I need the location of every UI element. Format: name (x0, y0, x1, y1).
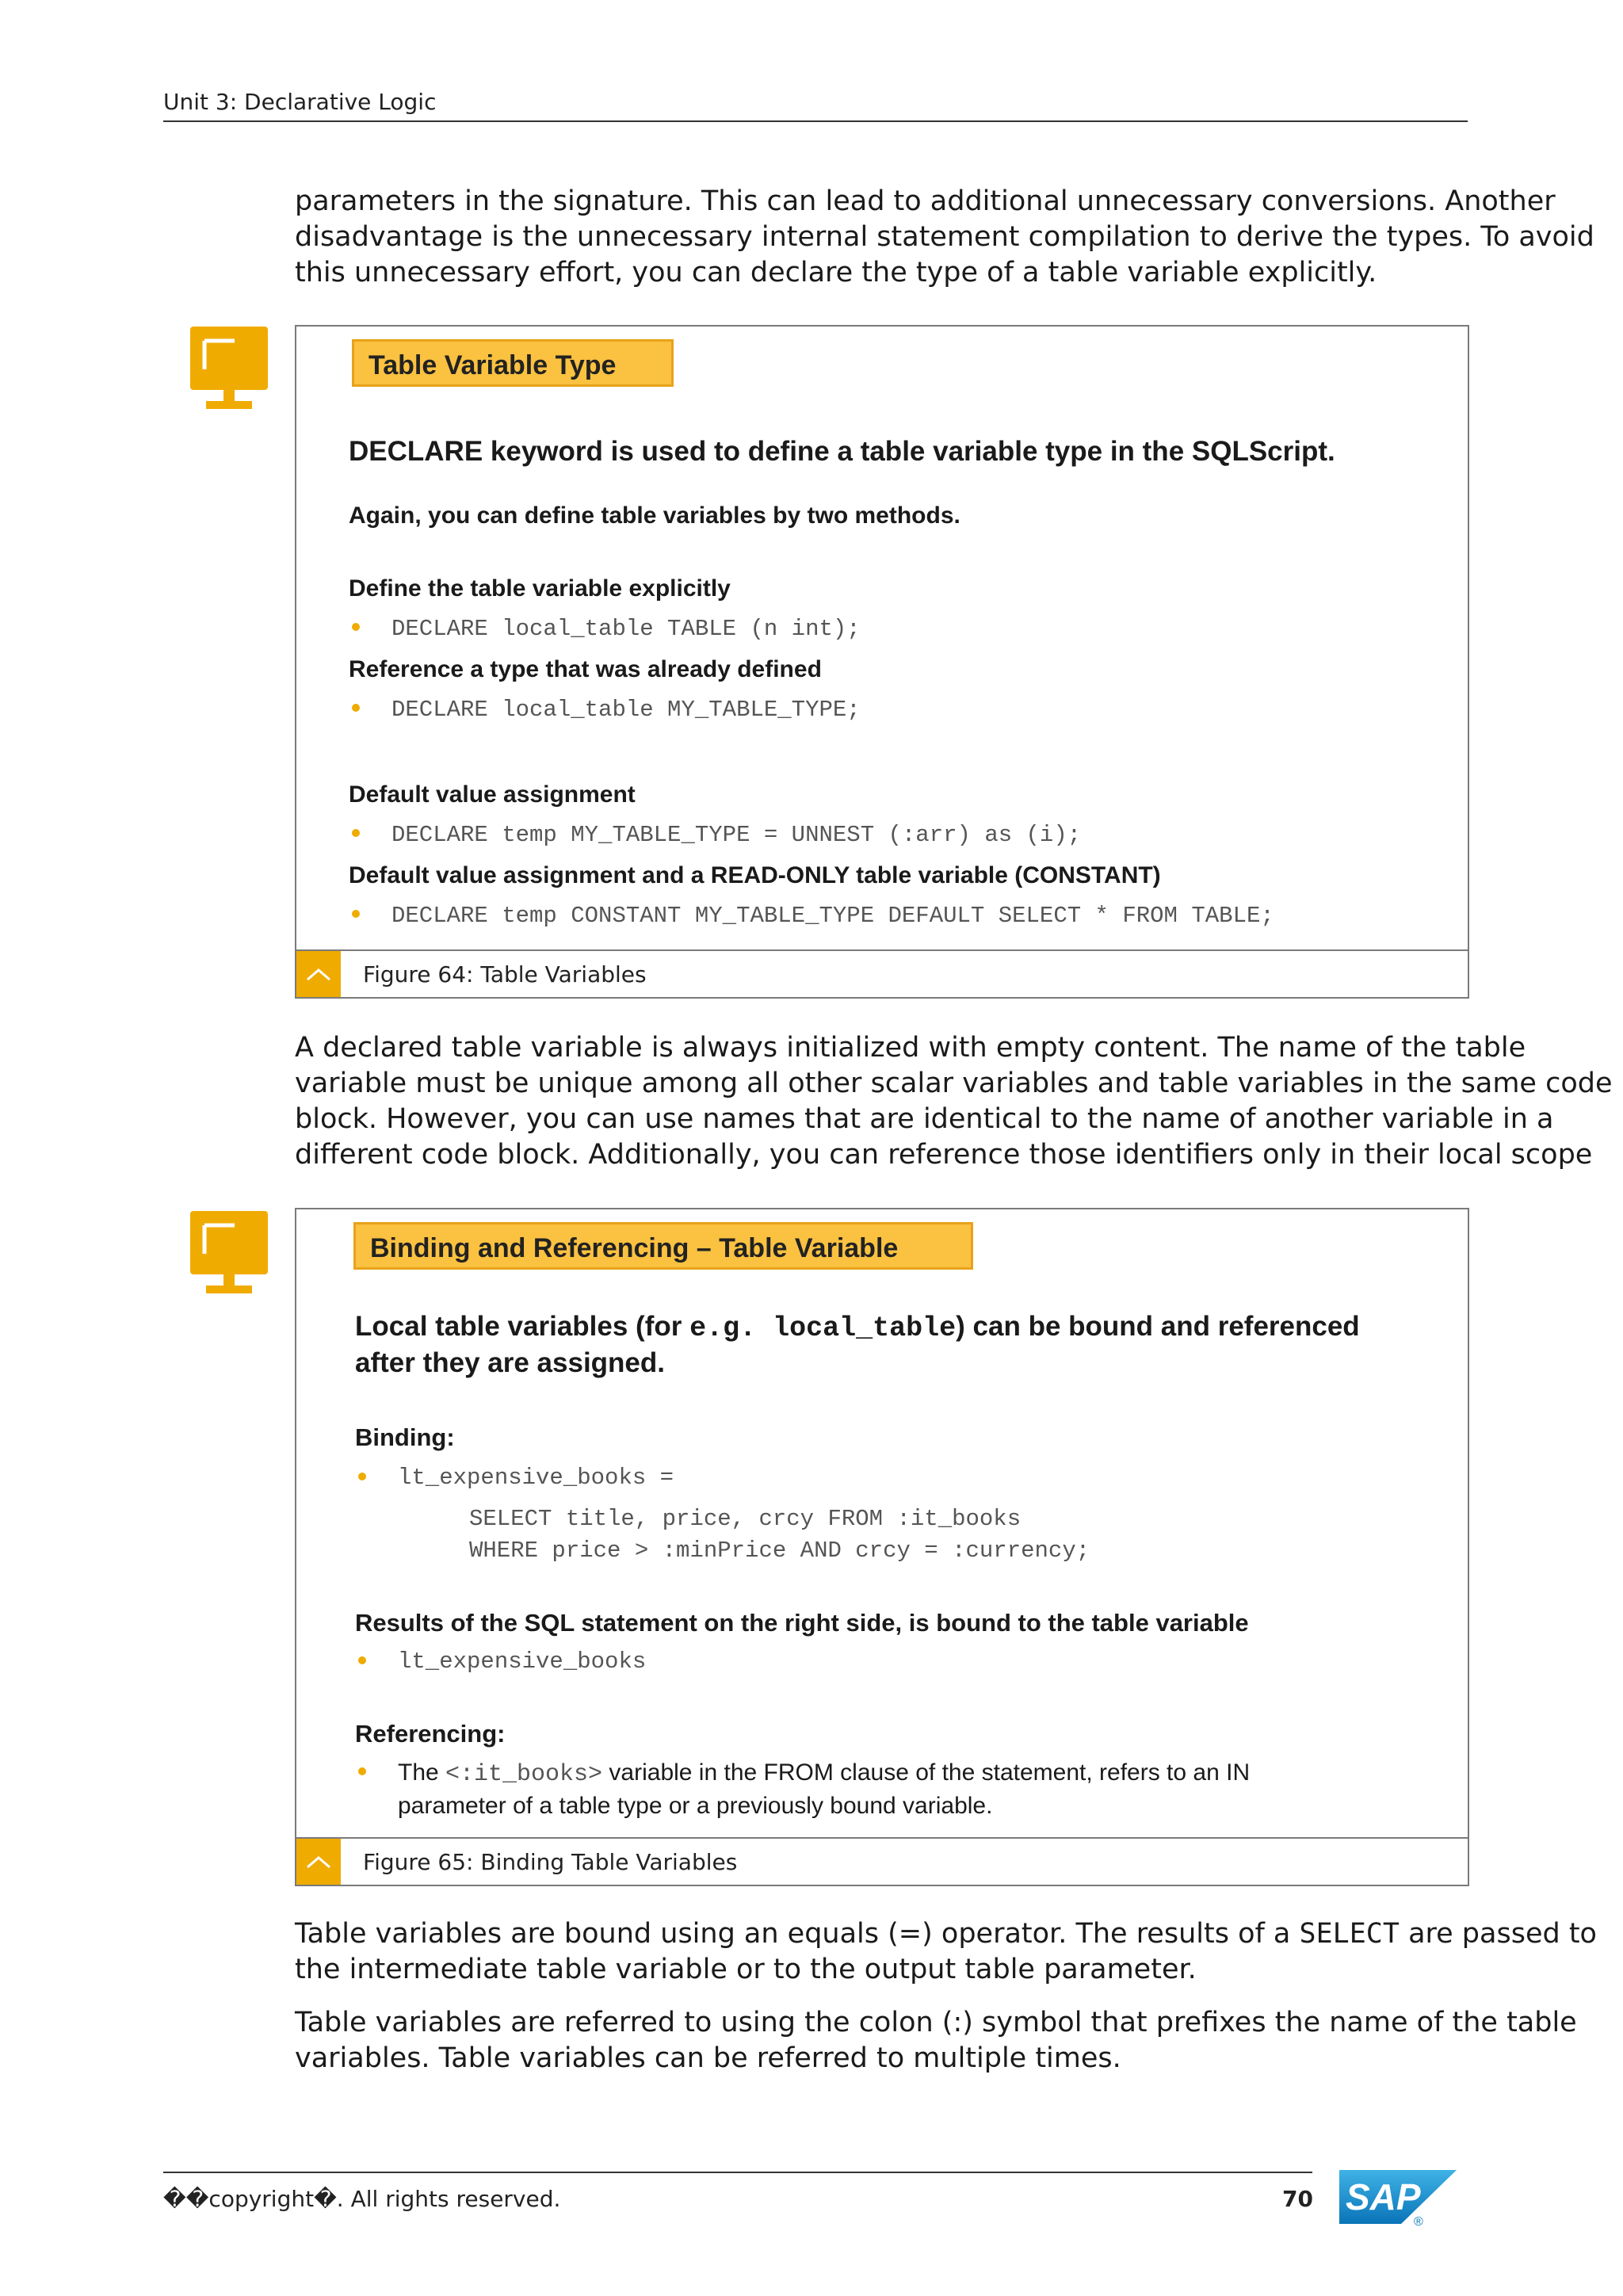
slide-heading-line2: after they are assigned. (355, 1347, 665, 1378)
text-line: block. However, you can use names that are identical to the name of another variable in a (295, 1103, 1554, 1135)
heading-text: ) can be bound and referenced (956, 1311, 1360, 1342)
text-line (295, 1916, 1597, 1952)
code-line: DECLARE temp MY_TABLE_TYPE = UNNEST (:arr) as (i); (391, 822, 1082, 848)
paragraph-referencing (295, 2005, 1577, 2076)
bullet (352, 829, 360, 837)
figure-caption-row (296, 949, 1468, 997)
bullet (358, 1767, 366, 1775)
monitor-icon (190, 1211, 268, 1297)
text-line: different code block. Additionally, you can reference those identifiers only in their local scope (295, 1139, 1593, 1171)
text-line: this unnecessary effort, you can declare the type of a table variable explicitly. (295, 257, 1377, 288)
ref-text: variable in the FROM clause of the statement, refers to an IN (602, 1759, 1251, 1786)
text-line: variables. Table variables can be referred to multiple times. (295, 2042, 1121, 2074)
text-line: parameters in the signature. This can lead to additional unnecessary conversions. Another (295, 185, 1556, 217)
figure-64 (295, 325, 1469, 999)
code-line: DECLARE temp CONSTANT MY_TABLE_TYPE DEFAULT SELECT * FROM TABLE; (391, 903, 1274, 929)
item-label: Default value assignment and a READ-ONLY table variable (CONSTANT) (349, 862, 1161, 888)
text-line: the intermediate table variable or to the output table parameter. (295, 1954, 1197, 1985)
figure-caption: Figure 64: Table Variables (363, 961, 647, 988)
unit-title: Unit 3: Declarative Logic (163, 89, 437, 115)
binding-label: Binding: (355, 1423, 455, 1451)
paragraph-binding (295, 1916, 1597, 1988)
ref-text: The (398, 1759, 446, 1786)
results-label: Results of the SQL statement on the right side, is bound to the table variable (355, 1609, 1249, 1637)
footer-divider (163, 2172, 1312, 2173)
paragraph-intro (295, 184, 1594, 291)
chevron-up-icon (296, 951, 341, 997)
collapse-toggle-button[interactable] (296, 1839, 341, 1885)
svg-text:SAP: SAP (1346, 2176, 1421, 2218)
code-line: lt_expensive_books (398, 1648, 647, 1675)
bullet (352, 910, 360, 918)
bullet (352, 704, 360, 712)
text: are passed to (1399, 1918, 1597, 1950)
page-number: 70 (1282, 2186, 1313, 2212)
bullet (352, 623, 360, 631)
figure-caption-row (296, 1837, 1468, 1885)
collapse-toggle-button[interactable] (296, 951, 341, 997)
header-divider (163, 120, 1468, 122)
referencing-text-line2: parameter of a table type or a previously bound variable. (398, 1793, 993, 1819)
code-line: SELECT title, price, crcy FROM :it_books (469, 1506, 1022, 1532)
slide-subheading: Again, you can define table variables by two methods. (349, 502, 960, 529)
code-line: DECLARE local_table MY_TABLE_TYPE; (391, 697, 861, 723)
inline-code: SELECT (1299, 1918, 1400, 1950)
svg-text:®: ® (1414, 2215, 1423, 2227)
text: Table variables are bound using an equals (=) operator. The results of a (295, 1918, 1300, 1950)
code-line: DECLARE local_table TABLE (n int); (391, 616, 861, 642)
slide-title: Binding and Referencing – Table Variable (353, 1222, 973, 1270)
text-line: disadvantage is the unnecessary internal statement compilation to derive the types. To avoid (295, 221, 1594, 253)
item-label: Define the table variable explicitly (349, 575, 731, 602)
text-line: A declared table variable is always initialized with empty content. The name of the table (295, 1032, 1526, 1064)
monitor-icon (190, 327, 268, 412)
referencing-text (398, 1759, 1250, 1788)
heading-code: e.g. local_table (689, 1312, 957, 1344)
slide-heading (355, 1311, 1360, 1344)
text-line: variable must be unique among all other scalar variables and table variables in the same code (295, 1068, 1613, 1099)
chevron-up-icon (296, 1839, 341, 1885)
slide-heading: DECLARE keyword is used to define a table variable type in the SQLScript. (349, 436, 1335, 467)
bullet (358, 1473, 366, 1480)
code-line: WHERE price > :minPrice AND crcy = :currency; (469, 1538, 1090, 1564)
item-label: Reference a type that was already defined (349, 656, 822, 682)
paragraph-declared-table-variable (295, 1030, 1612, 1173)
code-line: lt_expensive_books = (398, 1465, 674, 1491)
sap-logo (1339, 2165, 1457, 2227)
item-label: Default value assignment (349, 781, 636, 808)
heading-text: Local table variables (for (355, 1311, 690, 1342)
footer-copyright: ��copyright�. All rights reserved. (163, 2186, 561, 2212)
bullet (358, 1656, 366, 1664)
slide-title: Table Variable Type (352, 339, 674, 387)
figure-65 (295, 1208, 1469, 1886)
ref-code: <:it_books> (445, 1761, 603, 1788)
referencing-label: Referencing: (355, 1720, 506, 1748)
figure-caption: Figure 65: Binding Table Variables (363, 1849, 738, 1875)
text-line: Table variables are referred to using the colon (:) symbol that prefixes the name of the table (295, 2007, 1577, 2038)
